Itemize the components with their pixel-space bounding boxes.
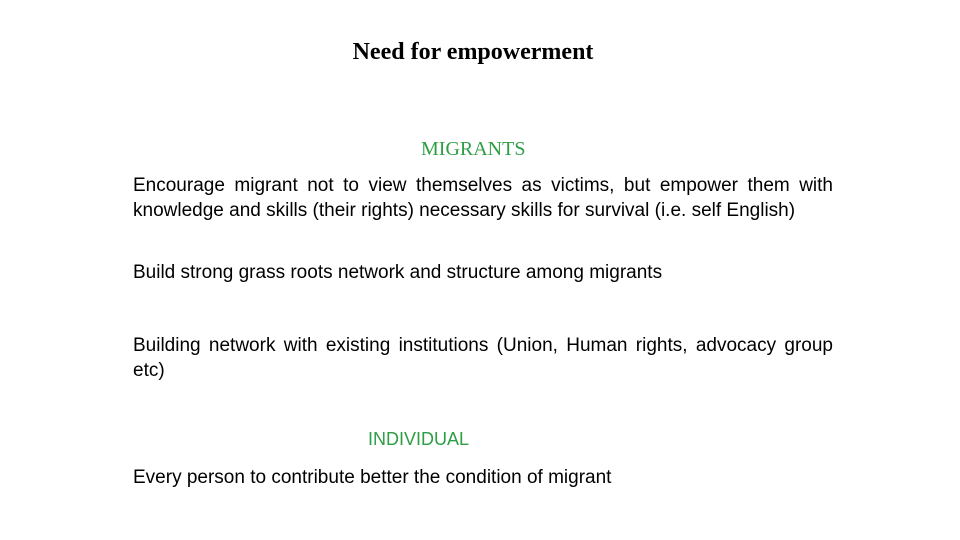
individual-point-1: Every person to contribute better the condition of migrant bbox=[133, 467, 612, 488]
migrants-point-1: Encourage migrant not to view themselves as victims, but empower them with knowledge and skills (their rights) necessary skills for survival (i.e. self English) bbox=[133, 175, 833, 221]
individual-heading: INDIVIDUAL bbox=[368, 429, 470, 449]
migrants-point-2: Build strong grass roots network and structure among migrants bbox=[133, 262, 663, 283]
slide-title: Need for empowerment bbox=[352, 39, 594, 65]
migrants-point-3: Building network with existing institutions (Union, Human rights, advocacy group etc) bbox=[133, 335, 833, 381]
migrants-heading: MIGRANTS bbox=[421, 138, 526, 160]
